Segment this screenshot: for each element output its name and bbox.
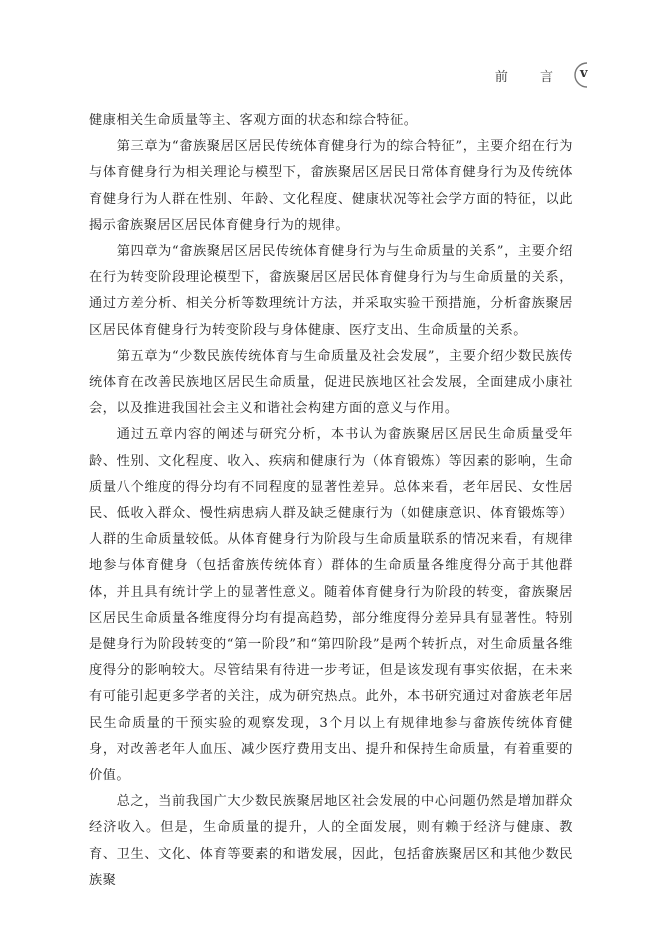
page-number-mark	[569, 60, 599, 90]
paragraph-chapter-four: 第四章为“畲族聚居区居民传统体育健身行为与生命质量的关系”，主要介绍在行为转变阶段理论模型下，畲族聚居区居民体育健身行为与生命质量的关系，通过方差分析、相关分析等数理统计方法，并采取实验干预措施，分析畲族聚居区居民体育健身行为转变阶段与身体健康、医疗支出、生命质量的关系。	[89, 244, 573, 338]
paragraph-findings: 通过五章内容的阐述与研究分析，本书认为畲族聚居区居民生命质量受年龄、性别、文化程度、收入、疾病和健康行为（体育锻炼）等因素的影响，生命质量八个维度的得分均有不同程度的显著性差异。总体来看，老年居民、女性居民、低收入群众、慢性病患病人群及缺乏健康行为（如健康意识、体育锻炼等）人群的生命质量较低。从体育健身行为阶段与生命质量联系的情况来看，有规律地参与体育健身（包括畲族传统体育）群体的生命质量各维度得分高于其他群体，并且具有统计学上的显著性意义。随着体育健身行为阶段的转变，畲族聚居区居民生命质量各维度得分均有提高趋势，部分维度得分差异具有显著性。特别是健身行为阶段转变的“第一阶段”和“第四阶段”是两个转折点，对生命质量各维度得分的影响较大。尽管结果有待进一步考证，但是该发现有事实依据，在未来有可能引起更多学者的关注，成为研究热点。此外，本书研究通过对畲族老年居民生命质量的干预实验的观察发现，3个月以上有规律地参与畲族传统体育健身，对改善老年人血压、减少医疗费用支出、提升和保持生命质量，有着重要的价值。	[89, 427, 573, 784]
page-header	[495, 60, 599, 90]
paragraph-conclusion: 总之，当前我国广大少数民族聚居地区社会发展的中心问题仍然是增加群众经济收入。但是，生命质量的提升，人的全面发展，则有赖于经济与健康、教育、卫生、文化、体育等要素的和谐发展，因此，包括畲族聚居区和其他少数民族聚	[89, 794, 573, 888]
paragraph-chapter-three: 第三章为“畲族聚居区居民传统体育健身行为的综合特征”，主要介绍在行为与体育健身行为相关理论与模型下，畲族聚居区居民日常体育健身行为及传统体育健身行为人群在性别、年龄、文化程度、健康状况等社会学方面的特征，以此揭示畲族聚居区居民体育健身行为的规律。	[89, 139, 573, 233]
paragraph-continuation: 健康相关生命质量等主、客观方面的状态和综合特征。	[89, 113, 418, 128]
page-number: v	[580, 66, 588, 81]
body-text	[89, 108, 573, 894]
paragraph-chapter-five: 第五章为“少数民族传统体育与生命质量及社会发展”，主要介绍少数民族传统体育在改善民族地区居民生命质量，促进民族地区社会发展，全面建成小康社会，以及推进我国社会主义和谐社会构建方面的意义与作用。	[89, 348, 573, 417]
running-header-title: 前 言	[494, 69, 567, 85]
